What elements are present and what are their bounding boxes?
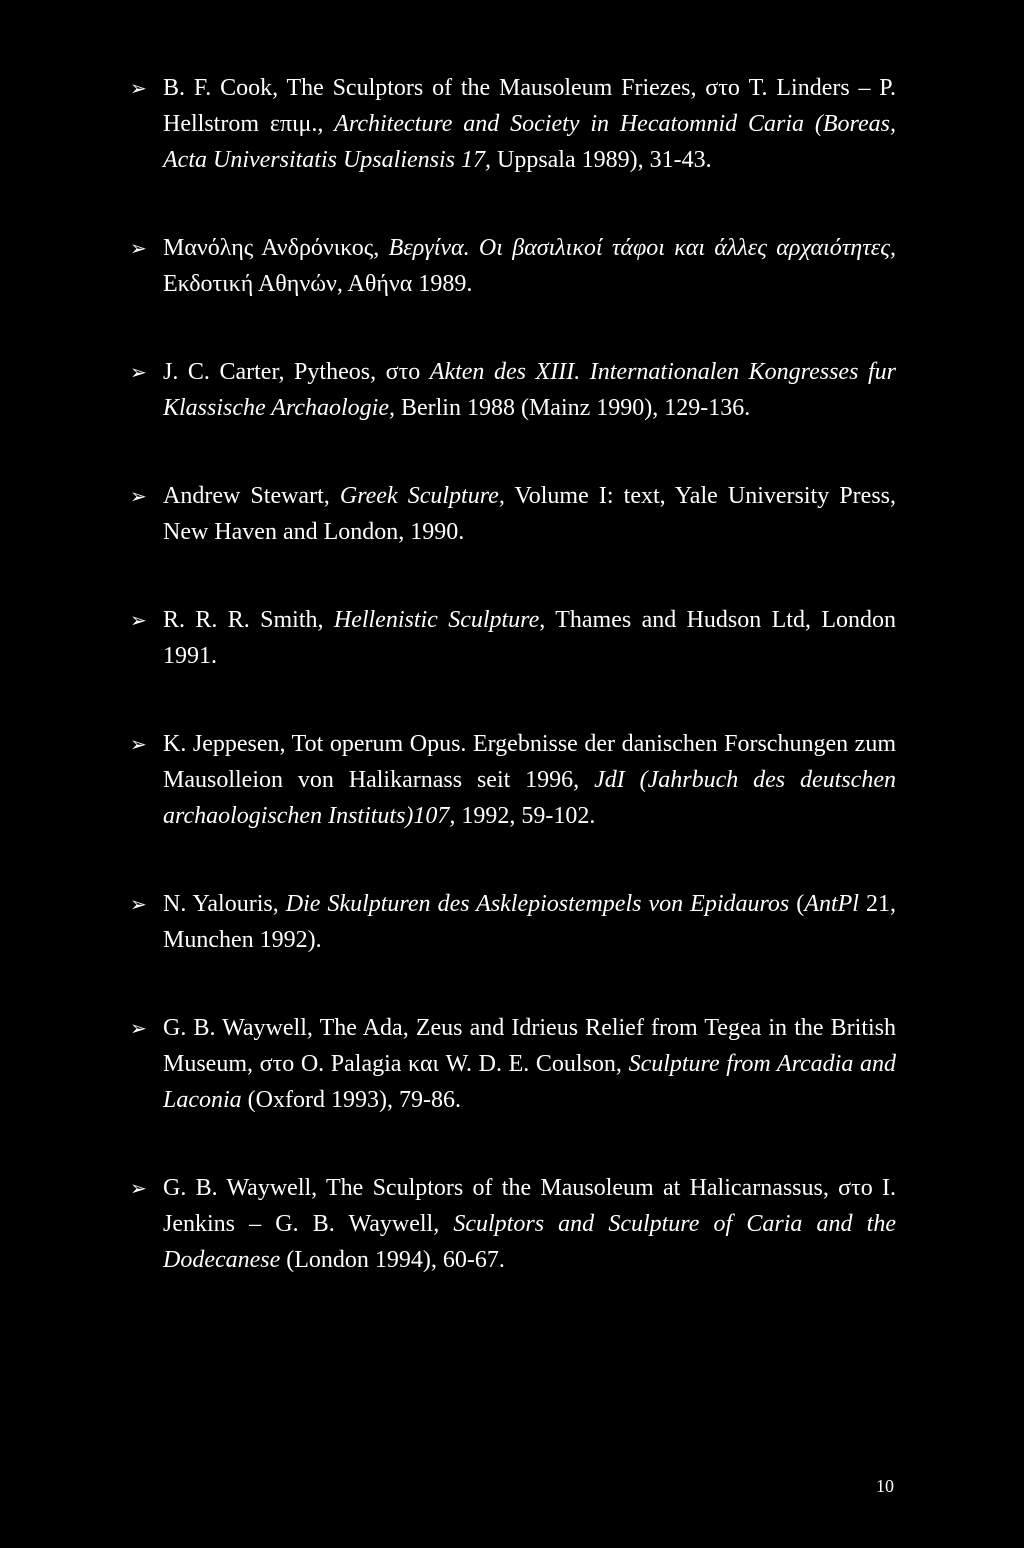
- reference-item: [130, 726, 896, 834]
- reference-item: [130, 1170, 896, 1278]
- reference-text: [163, 891, 896, 953]
- reference-text: [163, 607, 896, 669]
- reference-text: [163, 235, 896, 297]
- reference-item: [130, 70, 896, 178]
- reference-text-segment: B. F. Cook, The Sculptors of the Mausoleum Friezes, στο T. Linders – P. Hellstrom επιμ.,: [163, 75, 896, 137]
- reference-text-segment: Andrew Stewart,: [163, 483, 340, 509]
- reference-text: [163, 75, 896, 173]
- reference-text-segment: J. C. Carter, Pytheos, στο: [163, 359, 430, 385]
- arrow-bullet-icon: ➢: [130, 892, 147, 916]
- reference-text-segment: Uppsala 1989), 31-43.: [490, 147, 712, 173]
- arrow-bullet-icon: ➢: [130, 484, 147, 508]
- reference-title-italic: Βεργίνα. Οι βασιλικοί τάφοι και άλλες αρχαιότητες,: [388, 235, 896, 261]
- reference-item: [130, 1010, 896, 1118]
- reference-text-segment: G. B. Waywell, The Ada, Zeus and Idrieus Relief from Tegea in the British Museum, στο O. Palagia και W. D. E. Coulson,: [163, 1015, 896, 1077]
- reference-text-segment: (: [789, 891, 805, 917]
- reference-text-segment: G. B. Waywell, The Sculptors of the Mausoleum at Halicarnassus, στο I. Jenkins – G. B. Waywell,: [163, 1175, 896, 1237]
- reference-text-segment: (London 1994), 60-67.: [280, 1247, 505, 1273]
- reference-text: [163, 483, 896, 545]
- arrow-bullet-icon: ➢: [130, 1176, 147, 1200]
- bibliography-list: [130, 70, 896, 1330]
- arrow-bullet-icon: ➢: [130, 76, 147, 100]
- reference-item: [130, 354, 896, 426]
- reference-title-italic: Hellenistic Sculpture: [333, 607, 540, 633]
- reference-text: [163, 359, 896, 421]
- reference-item: [130, 886, 896, 958]
- reference-text: [163, 1015, 896, 1113]
- reference-text-segment: Volume I: text, Yale University Press, New Haven and London, 1990.: [163, 483, 897, 545]
- arrow-bullet-icon: ➢: [130, 236, 147, 260]
- reference-title-italic: Greek Sculpture,: [339, 483, 505, 509]
- reference-item: [130, 602, 896, 674]
- reference-title-italic: Akten des XIII. Internationalen Kongresses fur Klassische Archaologie,: [163, 359, 897, 421]
- reference-text-segment: Μανόλης Ανδρόνικος,: [163, 235, 389, 261]
- reference-text-segment: , Thames and Hudson Ltd, London 1991.: [163, 607, 897, 669]
- reference-title-italic: Die Skulpturen des Asklepiostempels von Epidauros: [285, 891, 790, 917]
- reference-text-segment: 21, Munchen 1992).: [163, 891, 896, 953]
- reference-title-italic: Sculptors and Sculpture of Caria and the Dodecanese: [163, 1211, 897, 1273]
- reference-text-segment: 1992, 59-102.: [455, 803, 596, 829]
- page-number: 10: [876, 1476, 894, 1496]
- reference-item: [130, 230, 896, 302]
- reference-title-italic: Sculpture from Arcadia and Laconia: [163, 1051, 896, 1113]
- reference-text-segment: N. Yalouris,: [163, 891, 286, 917]
- reference-text-segment: R. R. R. Smith,: [163, 607, 334, 633]
- reference-text-segment: Εκδοτική Αθηνών, Αθήνα 1989.: [163, 271, 473, 297]
- reference-text-segment: (Oxford 1993), 79-86.: [241, 1087, 461, 1113]
- arrow-bullet-icon: ➢: [130, 732, 147, 756]
- arrow-bullet-icon: ➢: [130, 360, 147, 384]
- reference-title-italic: Architecture and Society in Hecatomnid Caria (Boreas, Acta Universitatis Upsaliensis 17,: [163, 111, 896, 173]
- reference-title-italic: AntPl: [804, 891, 859, 917]
- reference-text: [163, 731, 896, 829]
- reference-item: [130, 478, 896, 550]
- reference-text: [163, 1175, 896, 1273]
- arrow-bullet-icon: ➢: [130, 1016, 147, 1040]
- reference-text-segment: Berlin 1988 (Mainz 1990), 129-136.: [394, 395, 751, 421]
- reference-title-italic: JdI (Jahrbuch des deutschen archaologischen Instituts)107,: [163, 767, 896, 829]
- reference-text-segment: K. Jeppesen, Tot operum Opus. Ergebnisse der danischen Forschungen zum Mausolleion von Halikarnass seit 1996,: [163, 731, 896, 793]
- arrow-bullet-icon: ➢: [130, 608, 147, 632]
